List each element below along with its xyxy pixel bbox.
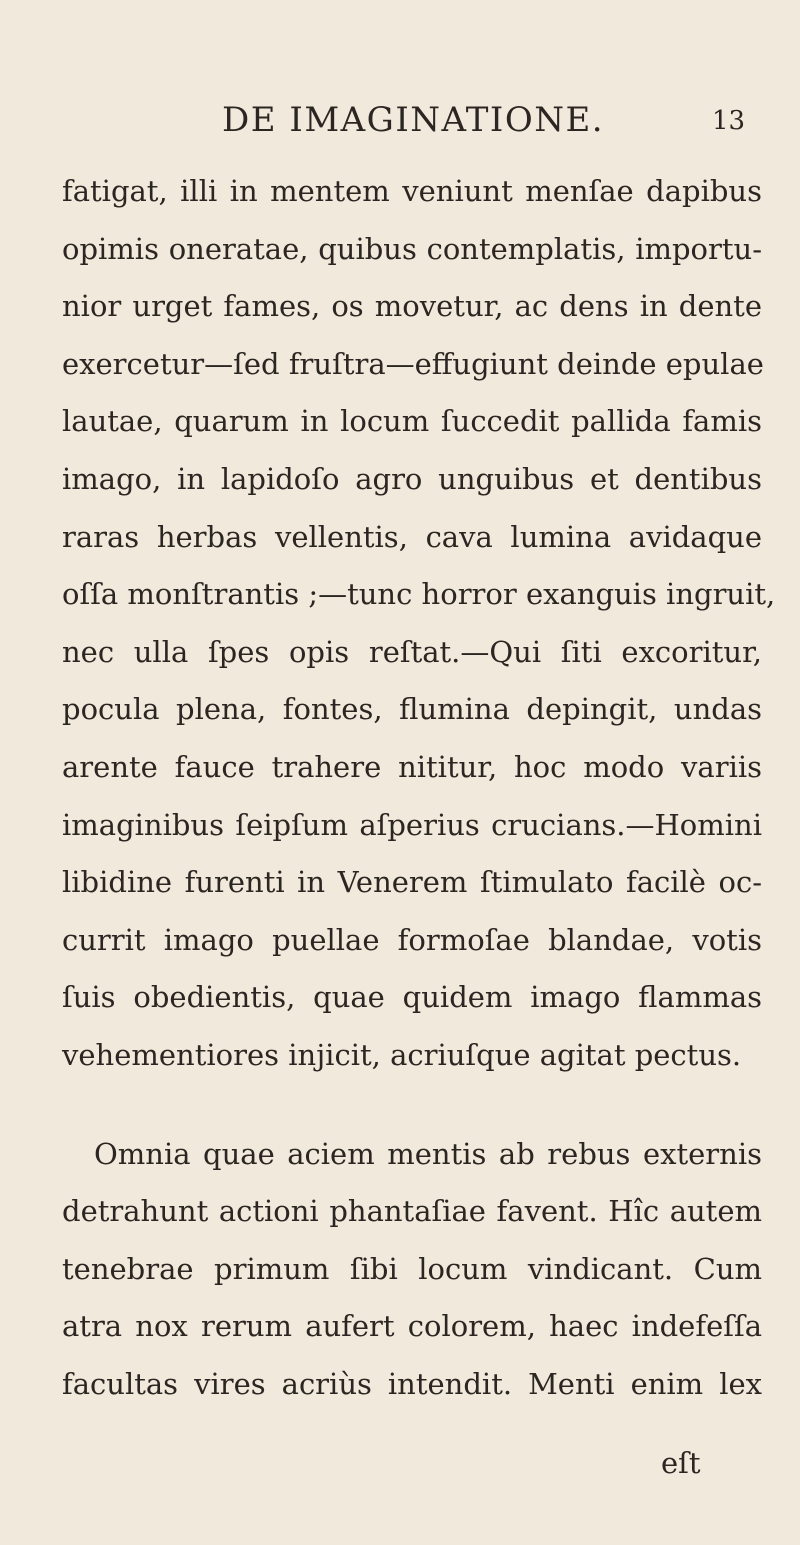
text-line: currit imago puellae formoſae blandae, votis bbox=[62, 922, 762, 957]
text-line: pocula plena, fontes, flumina depingit, undas bbox=[62, 692, 762, 727]
text-line: raras herbas vellentis, cava lumina avidaque bbox=[62, 519, 762, 554]
text-line: vehementiores injicit, acriuſque agitat pectus. bbox=[62, 1037, 742, 1072]
paragraph-gap bbox=[62, 1085, 762, 1126]
text-line: arente fauce trahere nititur, hoc modo variis bbox=[62, 749, 762, 784]
text-line: tenebrae primum ſibi locum vindicant. Cum bbox=[62, 1251, 762, 1286]
text-line: imago, in lapidoſo agro unguibus et dentibus bbox=[62, 461, 762, 496]
text-line: Omnia quae aciem mentis ab rebus externis bbox=[94, 1136, 762, 1171]
page-number: 13 bbox=[712, 106, 746, 136]
text-line: nior urget fames, os movetur, ac dens in dente bbox=[62, 289, 762, 324]
text-line: lautae, quarum in locum ſuccedit pallida famis bbox=[62, 404, 762, 439]
text-line: opimis oneratae, quibus contemplatis, importu- bbox=[62, 231, 762, 266]
text-line: atra nox rerum aufert colorem, haec indefeſſa bbox=[62, 1309, 762, 1344]
body-text bbox=[62, 163, 776, 1413]
text-line: imaginibus ſeipſum aſperius crucians.—Homini bbox=[62, 807, 762, 842]
text-line: detrahunt actioni phantaſiae favent. Hîc autem bbox=[62, 1194, 762, 1229]
catchword: eſt bbox=[661, 1446, 701, 1480]
text-line: oſſa monſtrantis ;—tunc horror exanguis ingruit, bbox=[62, 577, 776, 612]
text-line: fatigat, illi in mentem veniunt menſae dapibus bbox=[62, 174, 762, 208]
text-line: exercetur—ſed fruſtra—effugiunt deinde epulae bbox=[62, 346, 764, 381]
text-line: facultas vires acriùs intendit. Menti enim lex bbox=[62, 1366, 762, 1401]
running-head bbox=[0, 100, 800, 148]
running-title: DE IMAGINATIONE. bbox=[222, 100, 605, 140]
text-line: ſuis obedientis, quae quidem imago flammas bbox=[62, 980, 762, 1015]
text-line: libidine furenti in Venerem ſtimulato facilè oc- bbox=[62, 865, 762, 900]
text-line: nec ulla ſpes opis reſtat.—Qui ſiti excoritur, bbox=[62, 634, 762, 669]
